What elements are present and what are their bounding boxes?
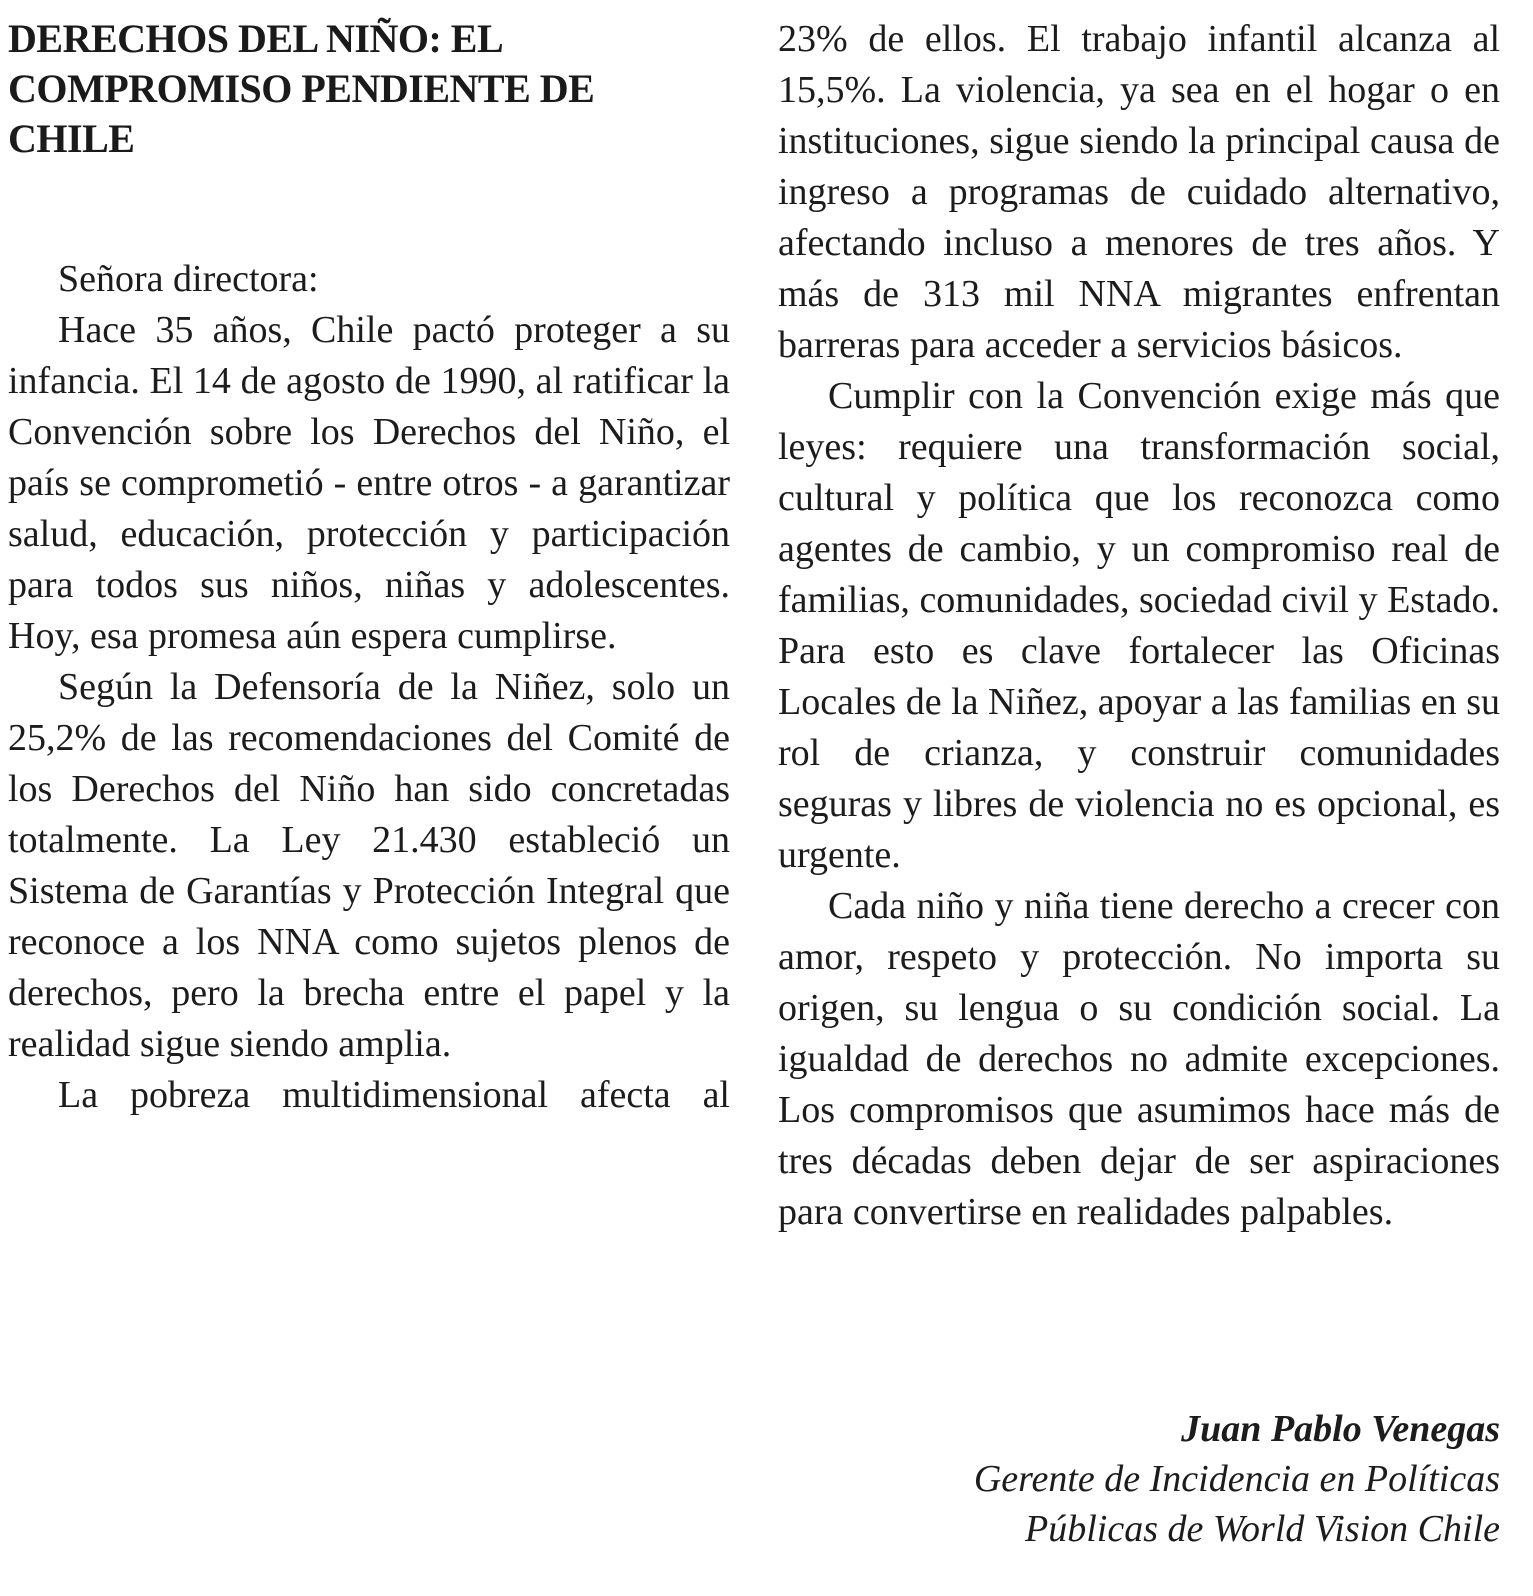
author-organization: Públicas de World Vision Chile	[1025, 1508, 1500, 1550]
paragraph: Cumplir con la Convención exige más que leyes: requiere una transformación social, cultural y política que los reconozca como agentes de cambio, y un compromiso real de familias, comunidades, sociedad civil y Estado. Para esto es clave fortalecer las Oficinas Locales de la Niñez, apoyar a las familias en su rol de crianza, y construir comunidades seguras y libres de violencia no es opcional, es urgente.	[778, 375, 1500, 876]
author-name: Juan Pablo Venegas	[1181, 1408, 1500, 1450]
paragraph: Según la Defensoría de la Niñez, solo un 25,2% de las recomendaciones del Comité de los Derechos del Niño han sido concretadas totalmente. La Ley 21.430 estableció un Sistema de Garantías y Protección Integral que reconoce a los NNA como sujetos plenos de derechos, pero la brecha entre el papel y la realidad sigue siendo amplia.	[8, 666, 730, 1065]
paragraph: La pobreza multidimensional afecta al	[58, 1074, 730, 1116]
headline: DERECHOS DEL NIÑO: EL COMPROMISO PENDIENTE DE CHILE	[8, 16, 595, 161]
paragraph: Hace 35 años, Chile pactó proteger a su infancia. El 14 de agosto de 1990, al ratificar la Convención sobre los Derechos del Niño, el país se comprometió - entre otros - a garantizar salud, educación, protección y participación para todos sus niños, niñas y adolescentes. Hoy, esa promesa aún espera cumplirse.	[8, 309, 730, 657]
salutation: Señora directora:	[58, 258, 319, 300]
right-column	[778, 14, 1500, 1550]
paragraph: Cada niño y niña tiene derecho a crecer con amor, respeto y protección. No importa su origen, su lengua o su condición social. La igualdad de derechos no admite excepciones. Los compromisos que asumimos hace más de tres décadas deben dejar de ser aspiraciones para convertirse en realidades palpables.	[778, 885, 1500, 1233]
paragraph-continued: 23% de ellos. El trabajo infantil alcanza al 15,5%. La violencia, ya sea en el hogar o en instituciones, sigue siendo la principal causa de ingreso a programas de cuidado alternativo, afectando incluso a menores de tres años. Y más de 313 mil NNA migrantes enfrentan barreras para acceder a servicios básicos.	[778, 18, 1500, 366]
author-role: Gerente de Incidencia en Políticas	[973, 1458, 1500, 1500]
left-column	[8, 14, 730, 1121]
signature-block	[778, 1404, 1500, 1554]
